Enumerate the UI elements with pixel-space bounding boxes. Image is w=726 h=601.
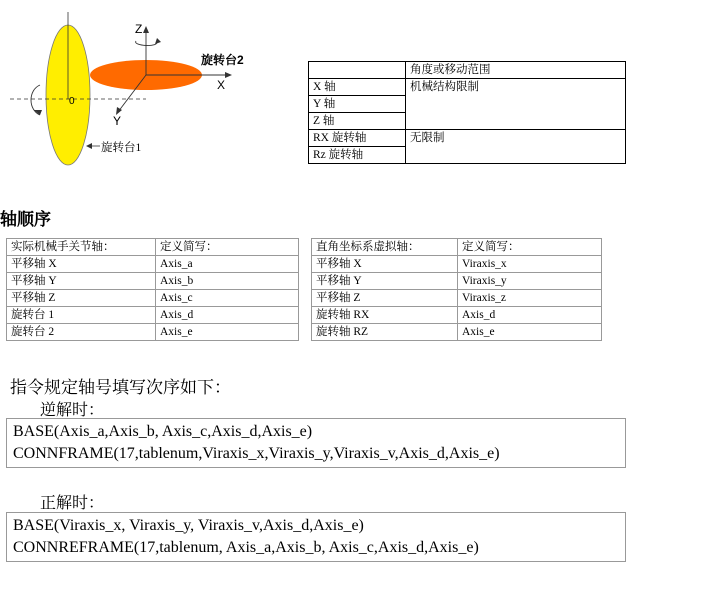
table-row [312,307,602,324]
table-row [312,273,602,290]
range-cell: 机械结构限制 [406,79,626,130]
code-line: CONNREFRAME(17,tablenum, Axis_a,Axis_b, Axis_c,Axis_d,Axis_e) [13,539,479,556]
instruction-intro: 指令规定轴号填写次序如下： [10,378,231,397]
table-row [7,273,299,290]
table-cell [309,62,406,79]
range-cell: 无限制 [406,130,626,164]
table-row [312,324,602,341]
table-cell: 旋转轴 RX [312,307,458,324]
table-header-row [7,239,299,256]
table-cell: Axis_d [458,307,602,324]
table-row [7,324,299,341]
table-row [312,290,602,307]
origin-label: 0 [69,96,75,107]
table-row [7,307,299,324]
code-line: CONNFRAME(17,tablenum,Viraxis_x,Viraxis_y,Viraxis_v,Axis_d,Axis_e) [13,445,500,462]
z-axis-label: Z [135,22,143,36]
table-cell: Viraxis_z [458,290,602,307]
table-cell: 平移轴 Z [7,290,156,307]
table-cell: 平移轴 X [7,256,156,273]
axis-cell: Rz 旋转轴 [309,147,406,164]
x-axis-arrow [225,72,232,78]
code-line: BASE(Axis_a,Axis_b, Axis_c,Axis_d,Axis_e) [13,423,313,440]
table-cell: 旋转轴 RZ [312,324,458,341]
x-axis-label: X [217,78,226,92]
table-cell: 平移轴 Z [312,290,458,307]
table-cell: 平移轴 X [312,256,458,273]
table-row [7,256,299,273]
z-rotation-arrow-head [155,38,161,44]
rotary-stage-diagram [0,0,300,175]
table-row [309,62,626,79]
table-cell: Axis_e [156,324,299,341]
y-axis-label: Y [113,114,122,128]
forward-code-box [6,512,626,562]
column-header: 定义简写： [458,239,602,256]
axis-cell: X 轴 [309,79,406,96]
virtual-axis-table [311,238,602,341]
table-row [312,256,602,273]
table-row [309,130,626,147]
table-cell: Axis_d [156,307,299,324]
table-row [309,79,626,96]
inverse-code-box [6,418,626,468]
code-line: BASE(Viraxis_x, Viraxis_y, Viraxis_v,Axis_d,Axis_e) [13,517,364,534]
column-header: 定义简写： [156,239,299,256]
table-cell: Viraxis_x [458,256,602,273]
axis-cell: Z 轴 [309,113,406,130]
stage1-leader-arrow [86,143,92,149]
forward-label: 正解时： [40,495,105,512]
column-header: 直角坐标系虚拟轴： [312,239,458,256]
section-title: 轴顺序 [0,210,51,229]
table-cell: Axis_a [156,256,299,273]
table-cell: Axis_c [156,290,299,307]
table-cell: 旋转台 1 [7,307,156,324]
table-cell: Axis_e [458,324,602,341]
inverse-label: 逆解时： [40,402,105,419]
z-axis-arrow [143,26,149,33]
joint-axis-table [6,238,299,341]
stage1-label: 旋转台1 [101,142,142,154]
table-cell: 旋转台 2 [7,324,156,341]
axis-range-table [308,61,626,164]
axis-cell: RX 旋转轴 [309,130,406,147]
column-header: 实际机械手关节轴： [7,239,156,256]
stage2-label: 旋转台2 [201,53,244,67]
axis-cell: Y 轴 [309,96,406,113]
table-cell: 平移轴 Y [312,273,458,290]
table-cell: Viraxis_y [458,273,602,290]
table-row [7,290,299,307]
table-cell: Axis_b [156,273,299,290]
table-header-row [312,239,602,256]
table-cell: 平移轴 Y [7,273,156,290]
range-header: 角度或移动范围 [406,62,626,79]
